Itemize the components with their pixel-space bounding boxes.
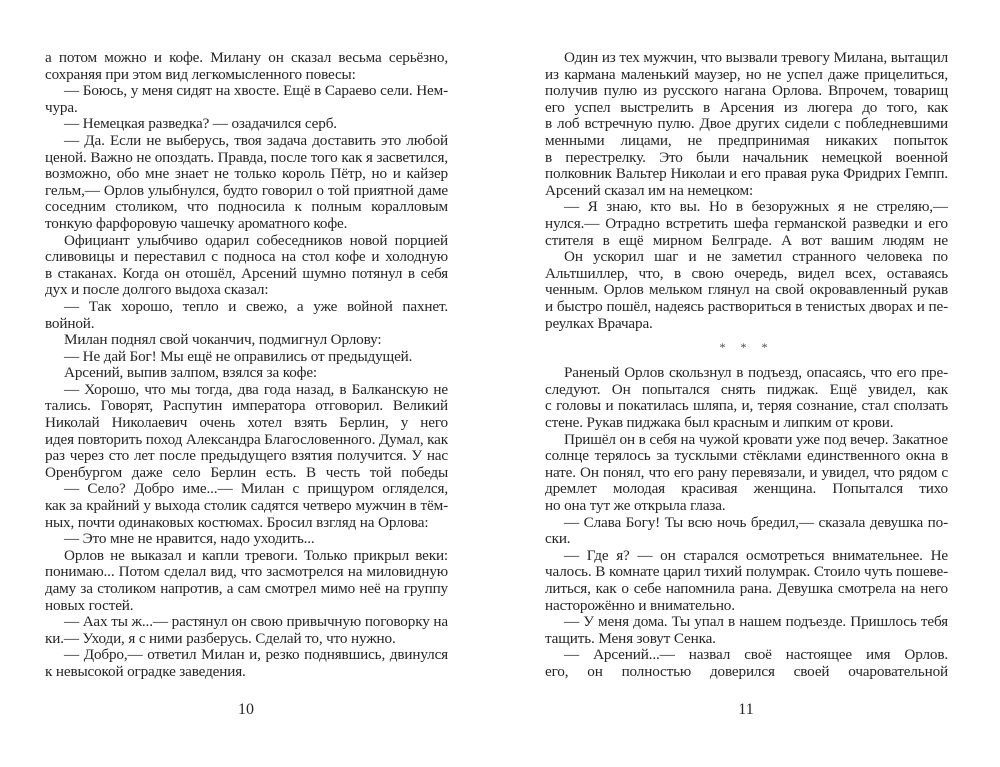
text-line: получив пулю из русского нагана Орлова. Впрочем, товарищ bbox=[545, 83, 948, 100]
text-line: Официант улыбчиво одарил собеседников новой порцией bbox=[64, 232, 448, 249]
text-line: Милан поднял свой чоканчич, подмигнул Орлову: bbox=[64, 332, 382, 349]
text-line: — Не дай Бог! Мы ещё не оправились от предыдущей. bbox=[64, 348, 413, 365]
text-line: в стаканах. Когда он отошёл, Арсений шумно потянул в себя bbox=[45, 265, 448, 282]
right-page-text bbox=[545, 50, 948, 681]
text-line: в лоб встречную пулю. Двое других сидели с побледневшими bbox=[545, 116, 948, 133]
text-line: из кармана маленький маузер, но не успел даже прицелиться, bbox=[545, 66, 948, 83]
text-line: нате. Он понял, что его рану перевязали, и увидел, что рядом с bbox=[545, 464, 948, 481]
left-page-text bbox=[45, 50, 448, 681]
text-line: в перестрелку. Это были начальник немецкой военной bbox=[545, 149, 948, 166]
text-line: — Это мне не нравится, надо уходить... bbox=[64, 531, 315, 548]
text-line: полковник Вальтер Николаи и его правая рука Фридрих Гемпп. bbox=[545, 166, 948, 183]
text-line: с головы и покатилась шляпа, и, теряя сознание, стал сползать bbox=[545, 398, 948, 415]
text-line: понимаю... Потом сделал вид, что засмотрелся на миловидную bbox=[45, 564, 448, 581]
text-line: дух и после долгого выдоха сказал: bbox=[45, 282, 269, 299]
text-line: как за крайний у выхода столик садятся четверо мужчин в тём- bbox=[45, 498, 448, 515]
text-line: — Аах ты ж...— растянул он свою привычную поговорку на bbox=[64, 614, 448, 631]
text-line: солнце терялось за тусклыми стёклами единственного окна в bbox=[545, 448, 948, 465]
text-line: — Боюсь, у меня сидят на хвосте. Ещё в Сараево сели. Нем- bbox=[64, 83, 448, 100]
text-line: — Так хорошо, тепло и свежо, а уже войной пахнет. bbox=[64, 298, 448, 315]
text-line: к невысокой оградке заведения. bbox=[45, 663, 246, 680]
text-line: тались. Говорят, Распутин императора отговорил. Великий bbox=[45, 398, 448, 415]
text-line: Орлов не выказал и капли тревоги. Только прикрыл веки: bbox=[64, 547, 448, 564]
text-line: литься, как о себе напомнила рана. Девушка смотрела на него bbox=[545, 581, 948, 597]
text-line: — Хорошо, что мы тогда, два года назад, в Балканскую не bbox=[64, 381, 448, 398]
text-line: стене. Рукав пиджака был красным и липким от крови. bbox=[545, 415, 894, 432]
text-line: — Село? Добро име...— Милан с прищуром огляделся, bbox=[64, 481, 448, 498]
text-line: дремлет молодая красивая женщина. Попытался тихо bbox=[545, 481, 948, 498]
text-line: — Слава Богу! Ты всю ночь бредил,— сказала девушка по- bbox=[564, 514, 948, 531]
text-line: — Арсений...— назвал своё настоящее имя Орлов. bbox=[564, 647, 948, 664]
text-line: Арсений сказал им на немецком: bbox=[545, 182, 754, 199]
text-line: ченным. Орлов мельком глянул на свой окровавленный рукав bbox=[545, 282, 948, 299]
right-page-section-2 bbox=[545, 365, 948, 680]
text-line: идея повторить поход Александра Благословенного. Думал, как bbox=[45, 431, 448, 448]
text-line: Оренбургом даже село Берлин есть. В честь той победы bbox=[45, 464, 448, 481]
text-line: менными лицами, не предпринимая никаких попыток bbox=[545, 132, 948, 149]
text-line: соседним столиком, что подносила к полным коралловым bbox=[45, 199, 448, 216]
page-number-left: 10 bbox=[238, 701, 254, 718]
text-line: чалось. В комнате царил тихий полумрак. Стоило чуть пошеве- bbox=[545, 564, 948, 581]
text-line: тонкую фарфоровую чашечку ароматного кофе. bbox=[45, 215, 348, 232]
text-line: Пришёл он в себя на чужой кровати уже под вечер. Закатное bbox=[564, 431, 948, 448]
text-line: — Где я? — он старался осмотреться внимательнее. Не bbox=[564, 547, 948, 564]
text-line: Арсений, выпив залпом, взялся за кофе: bbox=[64, 365, 317, 382]
text-line: Раненый Орлов скользнул в подъезд, опасаясь, что его пре- bbox=[564, 365, 948, 382]
text-line: Он ускорил шаг и не заметил странного человека по bbox=[564, 249, 948, 266]
text-line: его успел выстрелить в Арсения из люгера до того, как bbox=[545, 99, 948, 116]
page-number-right: 11 bbox=[738, 701, 754, 718]
text-line: нулся.— Отрадно встретить шефа германской разведки и его bbox=[545, 215, 948, 232]
text-line: возможно, обо мне знает не только король Пётр, но и кайзер bbox=[45, 166, 448, 183]
text-line: новых гостей. bbox=[45, 597, 134, 614]
text-line: — Я знаю, кто вы. Но в безоружных я не стреляю,— bbox=[564, 199, 948, 216]
text-line: стителя в ещё мирном Белграде. А вот вашим людям не bbox=[545, 232, 948, 249]
text-line: ки.— Уходи, я с ними разберусь. Сделай то, что нужно. bbox=[45, 630, 396, 647]
scene-break: * * * bbox=[719, 340, 774, 355]
text-line: сливовицы и переставил с подноса на стол кофе и холодную bbox=[45, 249, 448, 266]
text-line: сохраняя при этом вид легкомысленного повесы: bbox=[45, 66, 356, 83]
text-line: его, он полностью доверился своей очаровательной bbox=[545, 663, 948, 680]
right-page-section-1 bbox=[545, 50, 948, 332]
text-line: гельм,— Орлов улыбнулся, будто говорил о той приятной даме bbox=[45, 182, 448, 199]
text-line: чура. bbox=[45, 99, 78, 116]
text-line: раз через сто лет после предыдущего взятия получится. У нас bbox=[45, 448, 448, 465]
text-line: ценой. Важно не опоздать. Правда, после того как я засветился, bbox=[45, 149, 448, 166]
text-line: реулках Врачара. bbox=[545, 315, 653, 332]
text-line: войной. bbox=[45, 315, 95, 332]
text-line: но она тут же открыла глаза. bbox=[545, 498, 726, 515]
text-line: ных, почти одинаковых костюмах. Бросил взгляд на Орлова: bbox=[45, 514, 429, 531]
text-line: Николай Николаевич очень хотел взять Берлин, у него bbox=[45, 415, 448, 432]
text-line: даму за столиком напротив, а сам смотрел мимо неё на группу bbox=[45, 581, 448, 597]
text-line: Один из тех мужчин, что вызвали тревогу Милана, вытащил bbox=[564, 50, 948, 66]
text-line: — У меня дома. Ты упал в нашем подъезде. Пришлось тебя bbox=[564, 614, 948, 631]
text-line: следуют. Он попытался снять пиджак. Ещё увидел, как bbox=[545, 381, 948, 398]
text-line: Альтшиллер, что, в свою очередь, видел всех, оставаясь bbox=[545, 265, 948, 282]
text-line: а потом можно и кофе. Милану он сказал весьма серьёзно, bbox=[45, 50, 448, 66]
text-line: — Да. Если не выберусь, твоя задача доставить это любой bbox=[64, 132, 448, 149]
text-line: — Немецкая разведка? — озадачился серб. bbox=[64, 116, 337, 133]
text-line: — Добро,— ответил Милан и, резко поднявшись, двинулся bbox=[64, 647, 448, 664]
text-line: ски. bbox=[545, 531, 571, 548]
text-line: тащить. Меня зовут Сенка. bbox=[545, 630, 716, 647]
text-line: насторожённо и внимательно. bbox=[545, 597, 735, 614]
text-line: и быстро пошёл, надеясь раствориться в тенистых дворах и пе- bbox=[545, 298, 948, 315]
